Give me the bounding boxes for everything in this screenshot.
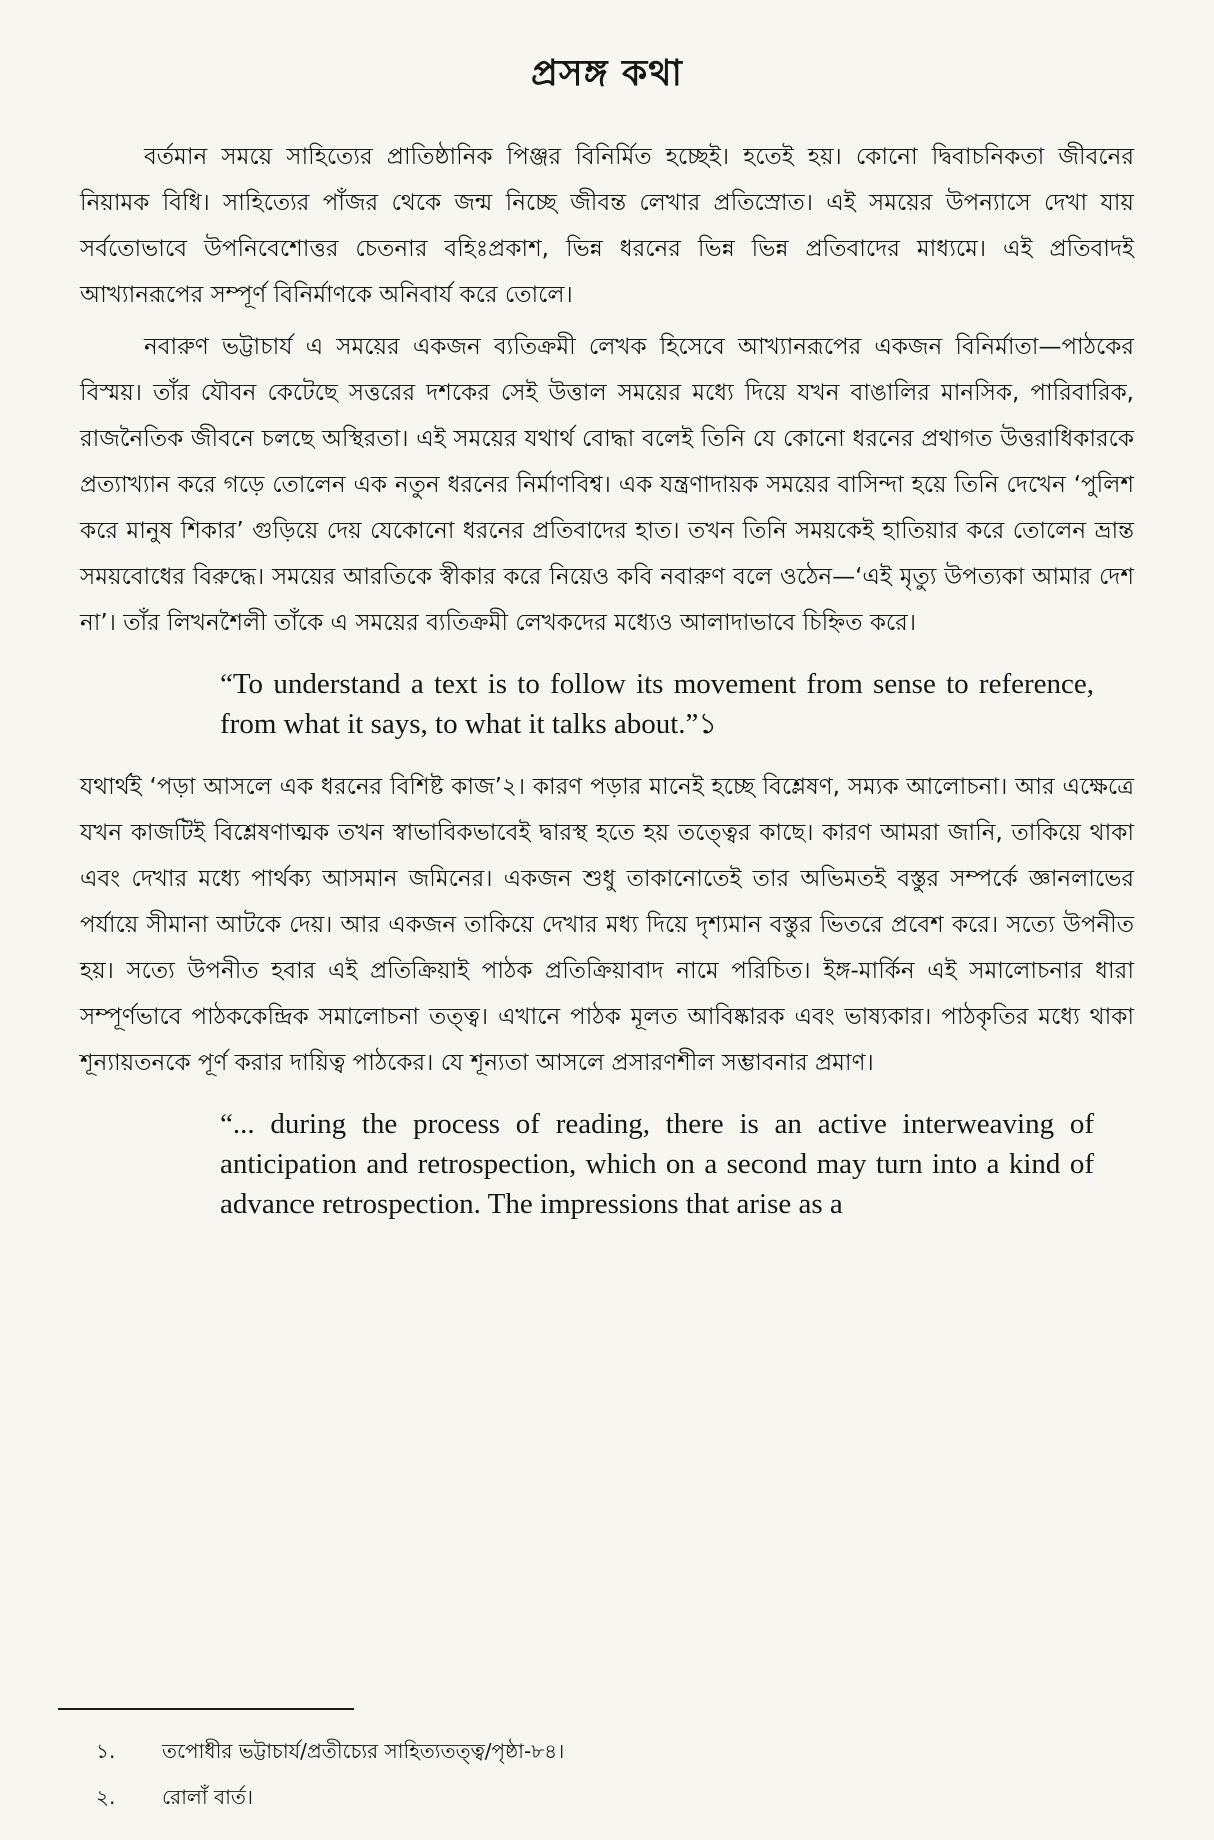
- footnote-text: তপোধীর ভট্টাচার্য/প্রতীচ্যের সাহিত্যতত্ত্ব/পৃষ্ঠা-৮৪।: [162, 1739, 565, 1763]
- footnote-number: ১.: [96, 1739, 116, 1763]
- block-quote-1: “To understand a text is to follow its movement from sense to reference, from what it says, to what it talks about.”১: [220, 668, 1094, 740]
- footnote-1: [96, 1728, 1096, 1774]
- footnote-divider: [58, 1708, 354, 1710]
- footnote-text: রোলাঁ বার্ত।: [162, 1785, 254, 1809]
- paragraph-3: যথার্থই ‘পড়া আসলে এক ধরনের বিশিষ্ট কাজ’২। কারণ পড়ার মানেই হচ্ছে বিশ্লেষণ, সম্যক আলোচনা। আর এক্ষেত্রে যখন কাজটিই বিশ্লেষণাত্মক তখন স্বাভাবিকভাবেই দ্বারস্থ হতে হয় তত্ত্বের কাছে। কারণ আমরা জানি, তাকিয়ে থাকা এবং দেখার মধ্যে পার্থক্য আসমান জমিনের। একজন শুধু তাকানোতেই তার অভিমতই বস্তুর সম্পর্কে জ্ঞানলাভের পর্যায়ে সীমানা আটকে দেয়। আর একজন তাকিয়ে দেখার মধ্য দিয়ে দৃশ্যমান বস্তুর ভিতরে প্রবেশ করে। সত্যে উপনীত হয়। সত্যে উপনীত হবার এই প্রতিক্রিয়াই পাঠক প্রতিক্রিয়াবাদ নামে পরিচিত। ইঙ্গ-মার্কিন এই সমালোচনার ধারা সম্পূর্ণভাবে পাঠককেন্দ্রিক সমালোচনা তত্ত্ব। এখানে পাঠক মূলত আবিষ্কারক এবং ভাষ্যকার। পাঠকৃতির মধ্যে থাকা শূন্যায়তনকে পূর্ণ করার দায়িত্ব পাঠকের। যে শূন্যতা আসলে প্রসারণশীল সম্ভাবনার প্রমাণ।: [80, 774, 1134, 1076]
- footnote-2: [96, 1774, 1096, 1820]
- paragraph-1: বর্তমান সময়ে সাহিত্যের প্রাতিষ্ঠানিক পিঞ্জর বিনির্মিত হচ্ছেই। হতেই হয়। কোনো দ্বিবাচনিকতা জীবনের নিয়ামক বিধি। সাহিত্যের পাঁজর থেকে জন্ম নিচ্ছে জীবন্ত লেখার প্রতিস্রোত। এই সময়ের উপন্যাসে দেখা যায় সর্বতোভাবে উপনিবেশোত্তর চেতনার বহিঃপ্রকাশ, ভিন্ন ধরনের ভিন্ন ভিন্ন প্রতিবাদের মাধ্যমে। এই প্রতিবাদই আখ্যানরূপের সম্পূর্ণ বিনির্মাণকে অনিবার্য করে তোলে।: [80, 144, 1134, 308]
- footnotes: [96, 1728, 1096, 1820]
- paragraph-2: নবারুণ ভট্টাচার্য এ সময়ের একজন ব্যতিক্রমী লেখক হিসেবে আখ্যানরূপের একজন বিনির্মাতা—পাঠকের বিস্ময়। তাঁর যৌবন কেটেছে সত্তরের দশকের সেই উত্তাল সময়ের মধ্যে দিয়ে যখন বাঙালির মানসিক, পারিবারিক, রাজনৈতিক জীবনে চলছে অস্থিরতা। এই সময়ের যথার্থ বোদ্ধা বলেই তিনি যে কোনো ধরনের প্রথাগত উত্তরাধিকারকে প্রত্যাখ্যান করে গড়ে তোলেন এক নতুন ধরনের নির্মাণবিশ্ব। এক যন্ত্রণাদায়ক সময়ের বাসিন্দা হয়ে তিনি দেখেন ‘পুলিশ করে মানুষ শিকার’ গুড়িয়ে দেয় যেকোনো ধরনের প্রতিবাদের হাত। তখন তিনি সময়কেই হাতিয়ার করে তোলেন ভ্রান্ত সময়বোধের বিরুদ্ধে। সময়ের আরতিকে স্বীকার করে নিয়েও কবি নবারুণ বলে ওঠেন—‘এই মৃত্যু উপত্যকা আমার দেশ না’। তাঁর লিখনশৈলী তাঁকে এ সময়ের ব্যতিক্রমী লেখকদের মধ্যেও আলাদাভাবে চিহ্নিত করে।: [80, 334, 1134, 636]
- footnote-number: ২.: [96, 1785, 116, 1809]
- block-quote-2: “... during the process of reading, there is an active interweaving of anticipation and retrospection, which on a second may turn into a kind of advance retrospection. The impressions that arise as a: [220, 1108, 1094, 1220]
- page-title: প্রসঙ্গ কথা: [531, 53, 683, 94]
